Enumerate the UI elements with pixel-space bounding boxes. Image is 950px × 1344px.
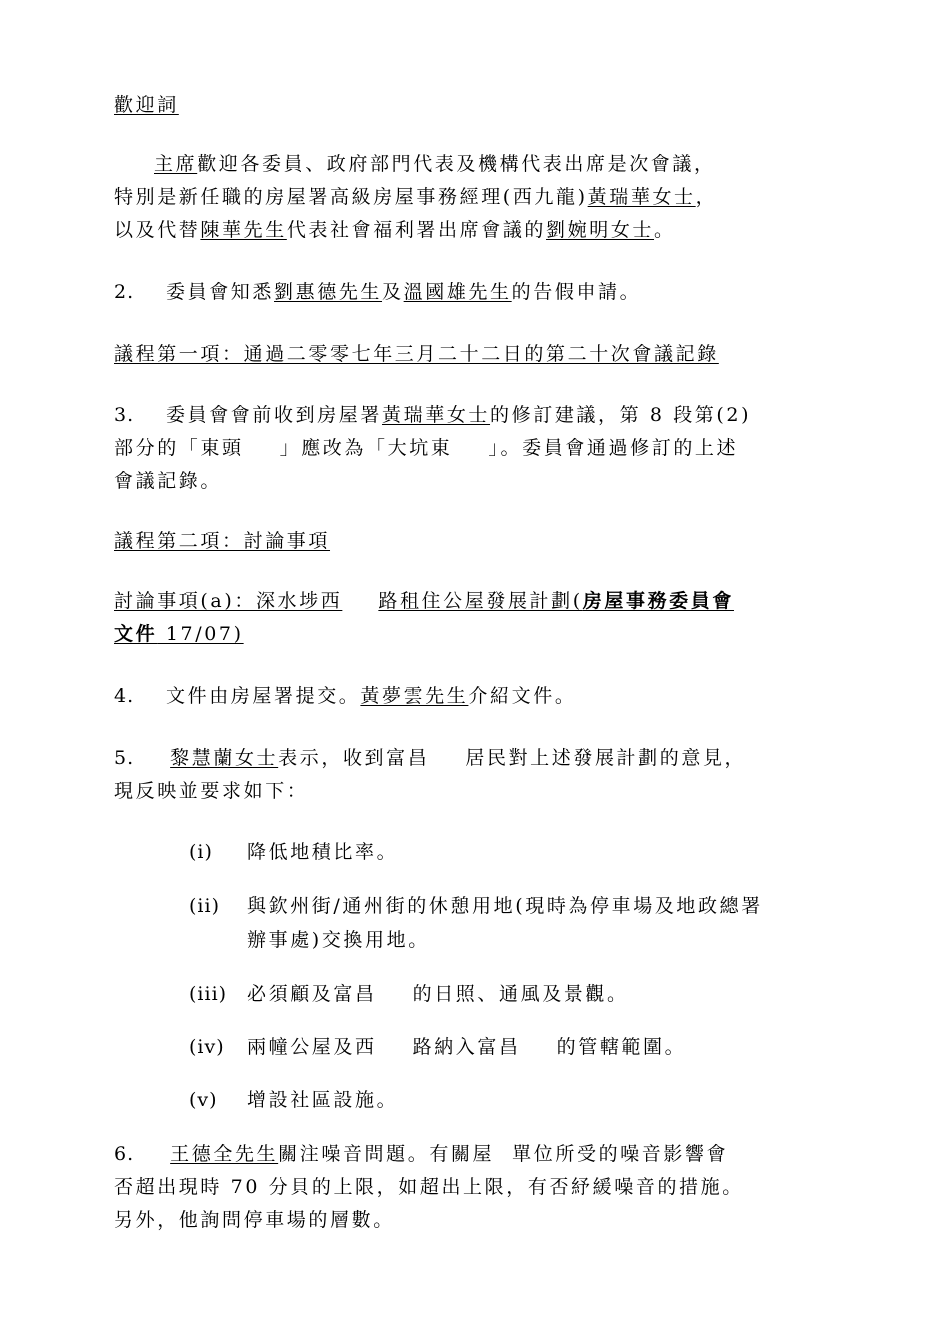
person-name: 黃瑞華女士 — [382, 404, 491, 426]
list-item-continuation: 辦事處)交換用地。 — [247, 929, 430, 951]
paragraph-number: 4. — [114, 685, 135, 707]
person-name: 王德全先生 — [170, 1143, 279, 1165]
person-name: 劉惠德先生 — [274, 281, 383, 303]
paragraph-number: 5. — [114, 747, 135, 769]
paragraph-number: 2. — [114, 281, 135, 303]
discussion-item-a-line-2: 文件 17/07) — [114, 623, 244, 645]
list-item: (ii) 與欽州街/通州街的休憩用地(現時為停車場及地政總署 — [189, 895, 763, 917]
paragraph-5-line-1: 5. 黎慧蘭女士表示，收到富昌 居民對上述發展計劃的意見， — [114, 747, 747, 769]
welcome-line-2: 特別是新任職的房屋署高級房屋事務經理(西九龍)黃瑞華女士， — [114, 186, 718, 208]
agenda-item-2-heading: 議程第二項：討論事項 — [114, 530, 331, 552]
person-name: 劉婉明女士 — [546, 219, 655, 241]
chair-name: 主席 — [154, 153, 198, 175]
list-item: (i) 降低地積比率。 — [189, 841, 399, 863]
welcome-line-3: 以及代替陳華先生代表社會福利署出席會議的劉婉明女士。 — [114, 219, 676, 241]
person-name: 黃瑞華女士 — [587, 186, 696, 208]
list-item: (v) 增設社區設施。 — [189, 1089, 399, 1111]
paragraph-5-line-2: 現反映並要求如下： — [114, 780, 309, 802]
paragraph-6-line-3: 另外，他詢問停車場的層數。 — [114, 1209, 395, 1231]
person-name: 溫國雄先生 — [403, 281, 512, 303]
paragraph-3-line-1: 3. 委員會會前收到房屋署黃瑞華女士的修訂建議，第 8 段第(2) — [114, 404, 752, 426]
paragraph-2: 2. 委員會知悉劉惠德先生及溫國雄先生的告假申請。 — [114, 281, 642, 303]
paragraph-6-line-2: 否超出現時 70 分貝的上限，如超出上限，有否紓緩噪音的措施。 — [114, 1176, 744, 1198]
person-name: 陳華先生 — [200, 219, 287, 241]
welcome-heading: 歡迎詞 — [114, 94, 179, 116]
paragraph-3-line-2: 部分的「東頭 」應改為「大坑東 」。委員會通過修訂的上述 — [114, 437, 739, 459]
paragraph-3-line-3: 會議記錄。 — [114, 470, 223, 492]
list-item: (iii) 必須顧及富昌 的日照、通風及景觀。 — [189, 983, 629, 1005]
list-item: (iv) 兩幢公屋及西 路納入富昌 的管轄範圍。 — [189, 1036, 687, 1058]
welcome-line-1: 主席歡迎各委員、政府部門代表及機構代表出席是次會議， — [154, 153, 716, 175]
person-name: 黃夢雲先生 — [360, 685, 469, 707]
paragraph-4: 4. 文件由房屋署提交。黃夢雲先生介紹文件。 — [114, 685, 577, 707]
paragraph-number: 3. — [114, 404, 135, 426]
agenda-item-1-heading: 議程第一項：通過二零零七年三月二十二日的第二十次會議記錄 — [114, 343, 719, 365]
discussion-item-a-line-1: 討論事項(a)：深水埗西 路租住公屋發展計劃(房屋事務委員會 — [114, 590, 734, 612]
paragraph-number: 6. — [114, 1143, 135, 1165]
paragraph-6-line-1: 6. 王德全先生關注噪音問題。有關屋 單位所受的噪音影響會 — [114, 1143, 729, 1165]
person-name: 黎慧蘭女士 — [170, 747, 279, 769]
